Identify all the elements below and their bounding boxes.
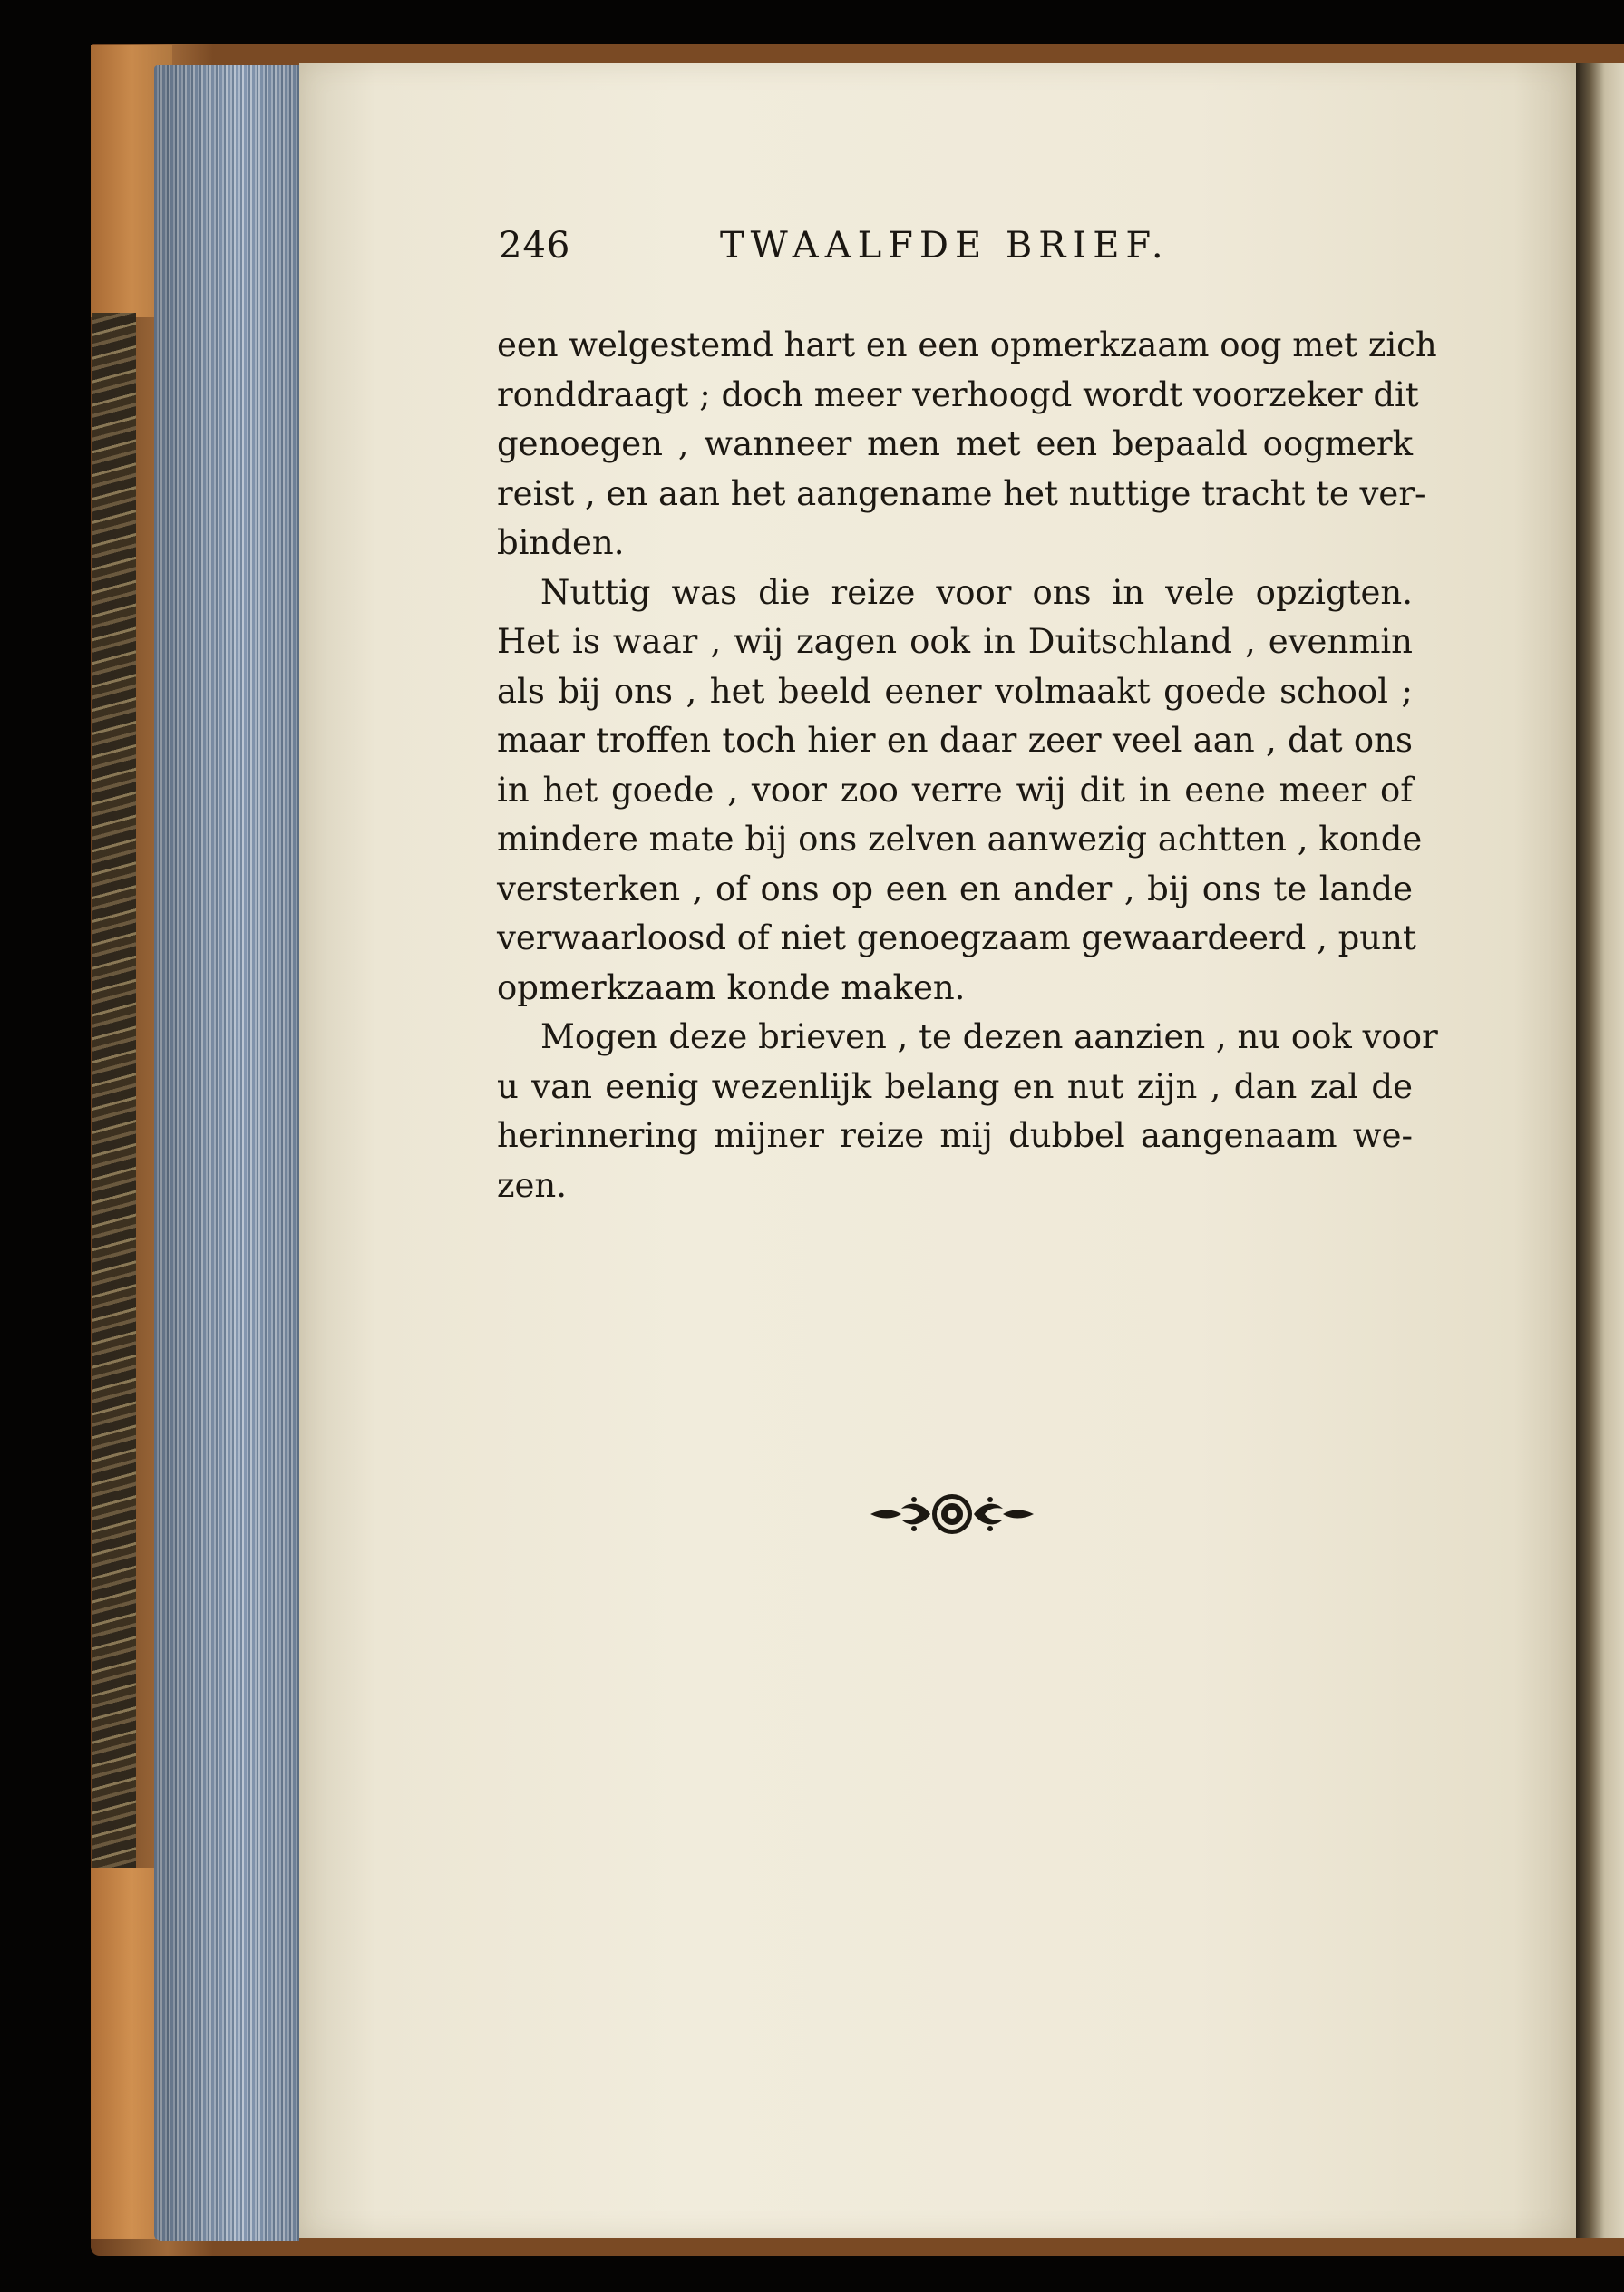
text-line: ronddraagt ; doch meer verhoogd wordt voorzeker dit (497, 374, 1419, 414)
text-line: zen. (497, 1165, 567, 1205)
text-line: binden. (497, 523, 625, 562)
text-line: verwaarloosd of niet genoegzaam gewaardeerd , punt (497, 918, 1416, 957)
page-number: 246 (499, 225, 571, 267)
fleuron-ornament-icon (861, 1478, 1043, 1550)
page-edges-shade (154, 65, 299, 2241)
text-line: Nuttig was die reize voor ons in vele opzigten. (540, 572, 1413, 612)
text-line: genoegen , wanneer men met een bepaald oogmerk (497, 424, 1413, 463)
text-line: een welgestemd hart en een opmerkzaam oog met zich (497, 325, 1437, 364)
marbled-board-edge (92, 313, 136, 1872)
text-line: als bij ons , het beeld eener volmaakt goede school ; (497, 671, 1413, 711)
running-head: TWAALFDE BRIEF. (720, 225, 1170, 267)
text-line: maar troffen toch hier en daar zeer veel aan , dat ons (497, 721, 1413, 760)
text-line: versterken , of ons op een en ander , bij ons te lande (497, 869, 1413, 908)
text-line: Mogen deze brieven , te dezen aanzien , nu ook voor (540, 1017, 1438, 1056)
text-line: in het goede , voor zoo verre wij dit in eene meer of (497, 770, 1413, 810)
body-text (497, 321, 1438, 1210)
text-line: herinnering mijner reize mij dubbel aangenaam we- (497, 1116, 1413, 1155)
text-line: mindere mate bij ons zelven aanwezig achtten , konde (497, 820, 1423, 859)
text-line: u van eenig wezenlijk belang en nut zijn , dan zal de (497, 1066, 1413, 1106)
text-line: reist , en aan het aangename het nuttige tracht te ver- (497, 473, 1426, 513)
book-gutter (1576, 63, 1624, 2238)
text-line: opmerkzaam konde maken. (497, 967, 966, 1007)
page-header (499, 225, 1224, 279)
text-line: Het is waar , wij zagen ook in Duitschland , evenmin (497, 622, 1413, 661)
